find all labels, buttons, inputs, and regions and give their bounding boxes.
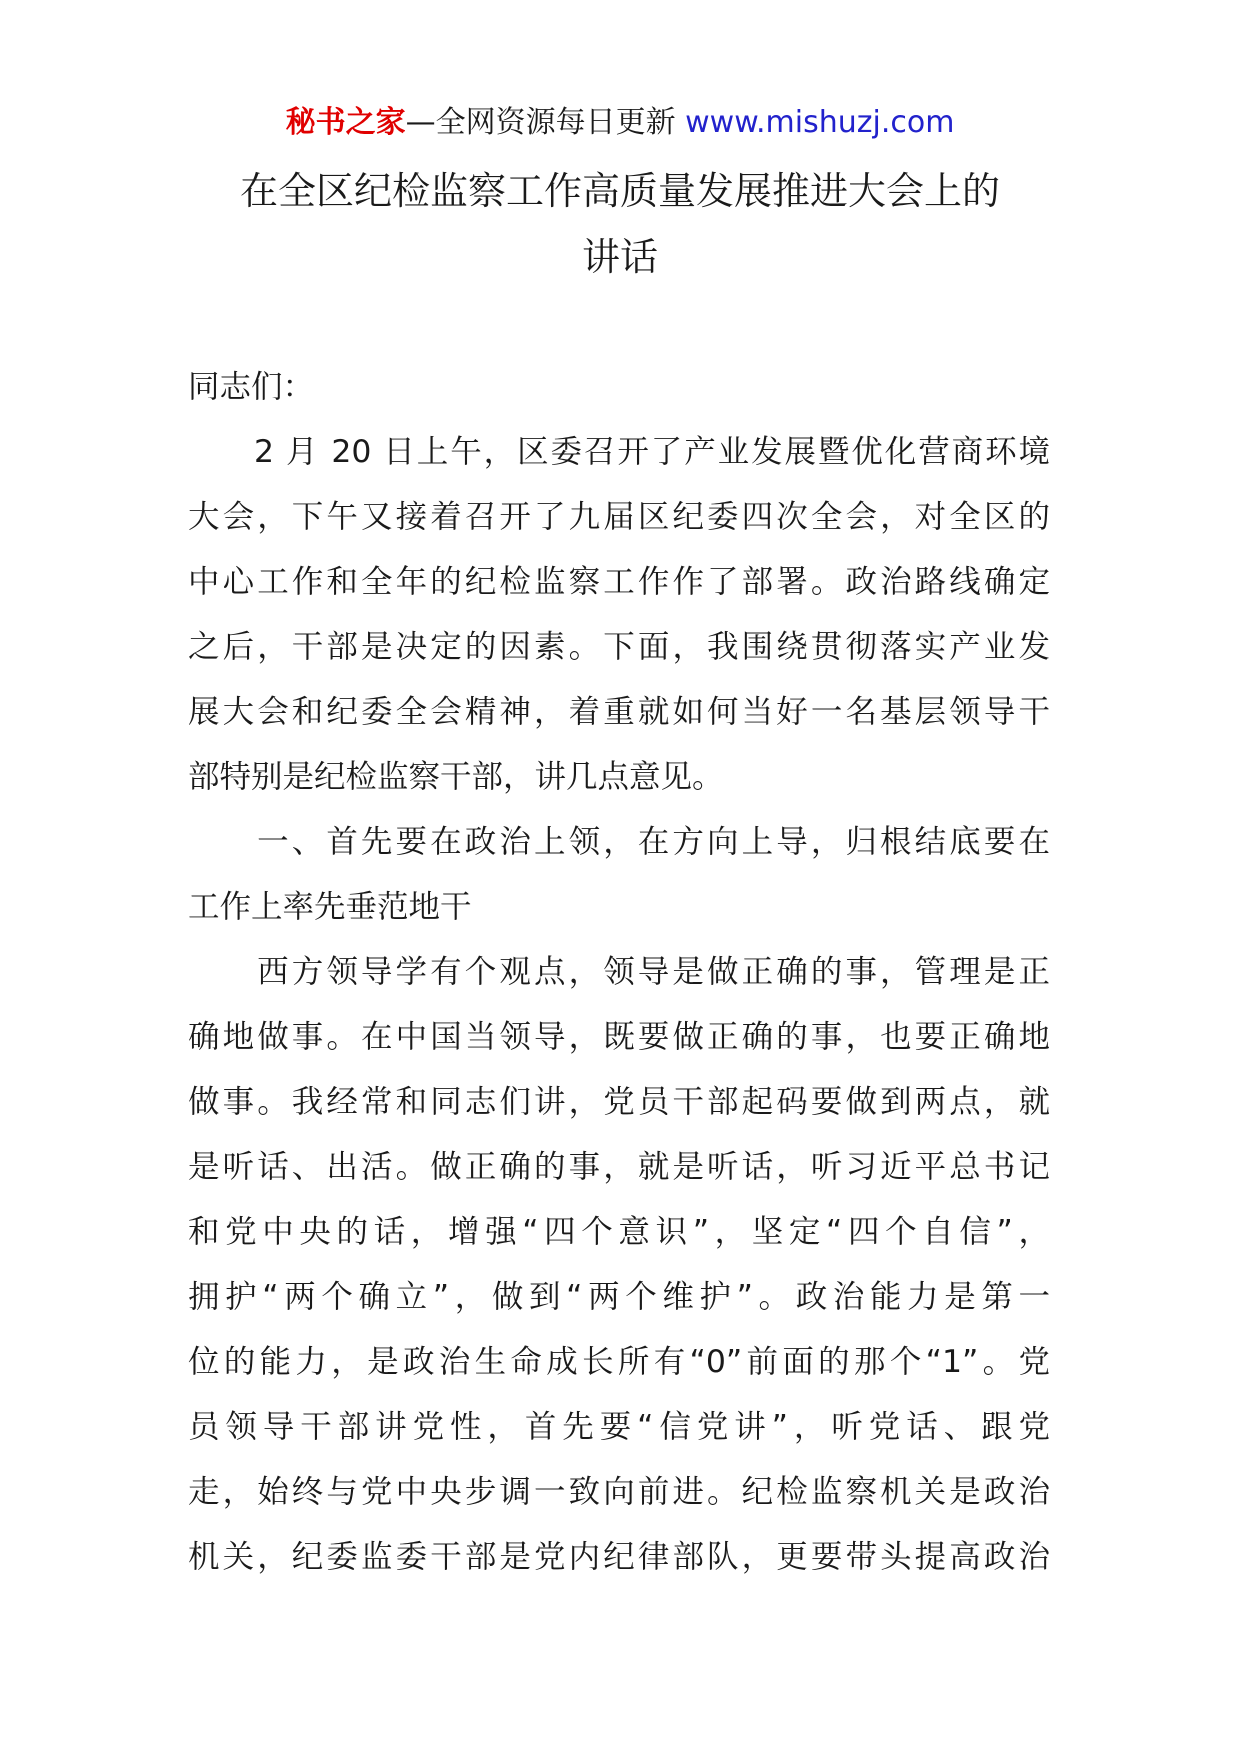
document-body bbox=[188, 355, 1050, 1590]
paragraph-2 bbox=[188, 940, 1050, 1590]
text-line: 部特别是纪检监察干部，讲几点意见。 bbox=[188, 759, 724, 795]
text-line: 是听话、出活。做正确的事，就是听话，听习近平总书记 bbox=[188, 1149, 1050, 1185]
text-line: 2 月 20 日上午，区委召开了产业发展暨优化营商环境 bbox=[254, 434, 1050, 470]
text-line: 西方领导学有个观点，领导是做正确的事，管理是正 bbox=[254, 954, 1050, 990]
text-line: 大会，下午又接着召开了九届区纪委四次全会，对全区的 bbox=[188, 499, 1050, 535]
heading-line: 一、首先要在政治上领，在方向上导，归根结底要在 bbox=[254, 824, 1050, 860]
text-line: 和党中央的话，增强“四个意识”，坚定“四个自信”， bbox=[188, 1214, 1050, 1250]
text-line: 拥护“两个确立”，做到“两个维护”。政治能力是第一 bbox=[188, 1279, 1050, 1315]
title-line-1: 在全区纪检监察工作高质量发展推进大会上的 bbox=[239, 169, 1000, 213]
salutation: 同志们： bbox=[188, 369, 315, 405]
section-heading-1 bbox=[188, 810, 1050, 940]
salutation-paragraph bbox=[188, 355, 1050, 420]
text-line: 展大会和纪委全会精神，着重就如何当好一名基层领导干 bbox=[188, 694, 1050, 730]
text-line: 做事。我经常和同志们讲，党员干部起码要做到两点，就 bbox=[188, 1084, 1050, 1120]
header-tagline: —全网资源每日更新 bbox=[405, 105, 686, 140]
title-line-2: 讲话 bbox=[581, 235, 658, 279]
site-url-link[interactable]: www.mishuzj.com bbox=[685, 105, 955, 140]
text-line: 机关，纪委监委干部是党内纪律部队，更要带头提高政治 bbox=[188, 1539, 1050, 1575]
text-line: 之后，干部是决定的因素。下面，我围绕贯彻落实产业发 bbox=[188, 629, 1050, 665]
brand-name: 秘书之家 bbox=[285, 105, 406, 140]
text-line: 员领导干部讲党性，首先要“信党讲”，听党话、跟党 bbox=[188, 1409, 1050, 1445]
text-line: 确地做事。在中国当领导，既要做正确的事，也要正确地 bbox=[188, 1019, 1050, 1055]
watermark-header bbox=[0, 100, 1240, 146]
document-title bbox=[180, 158, 1060, 290]
text-line: 位的能力，是政治生命成长所有“0”前面的那个“1”。党 bbox=[188, 1344, 1050, 1380]
text-line: 走，始终与党中央步调一致向前进。纪检监察机关是政治 bbox=[188, 1474, 1050, 1510]
text-line: 中心工作和全年的纪检监察工作作了部署。政治路线确定 bbox=[188, 564, 1050, 600]
heading-line: 工作上率先垂范地干 bbox=[188, 889, 472, 925]
paragraph-1 bbox=[188, 420, 1050, 810]
